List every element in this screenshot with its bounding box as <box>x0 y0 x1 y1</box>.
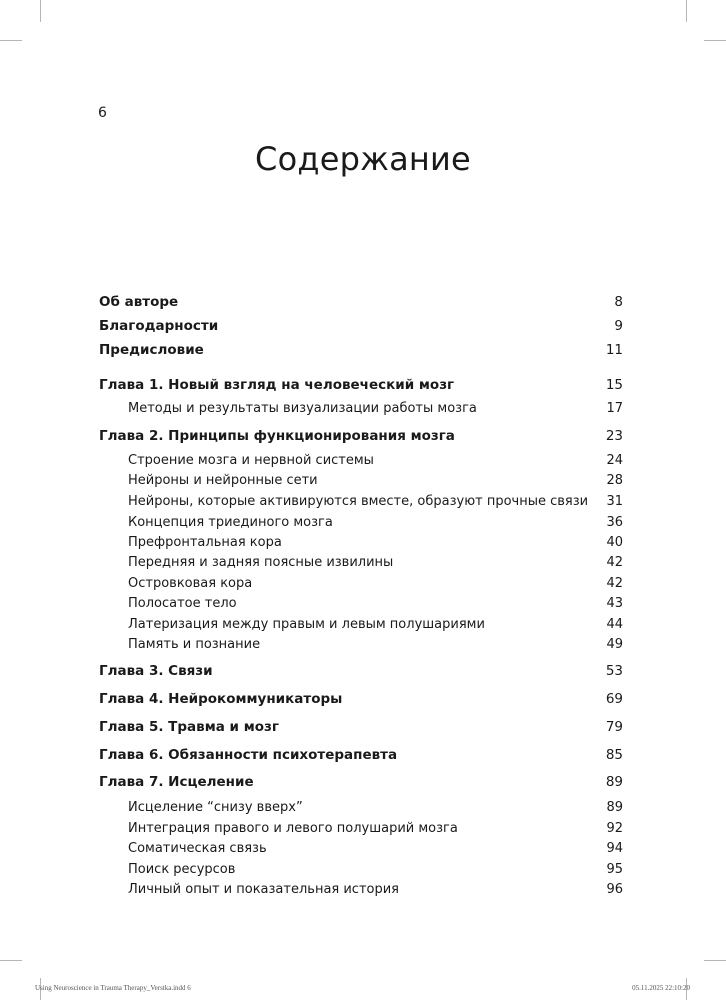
crop-mark-top-right <box>686 0 687 22</box>
toc-subentry <box>99 879 623 899</box>
toc-entry-title: Глава 6. Обязанности психотерапевта <box>99 747 398 763</box>
toc-entry-page: 85 <box>605 747 623 763</box>
toc-entry-title: Исцеление “снизу вверх” <box>128 799 303 815</box>
page-number: 6 <box>98 105 107 121</box>
toc-entry-title: Глава 5. Травма и мозг <box>99 719 279 735</box>
toc-entry-page: 15 <box>605 377 623 393</box>
toc-entry-page: 89 <box>605 774 623 790</box>
toc-entry-page: 43 <box>606 595 623 611</box>
toc-subentry <box>99 573 623 593</box>
toc-subentry <box>99 859 623 879</box>
page-title: Содержание <box>255 140 471 178</box>
toc-subentry <box>99 593 623 613</box>
toc-entry-page: 28 <box>606 472 623 488</box>
footer-file-name: Using Neuroscience in Trauma Therapy_Verstka.indd 6 <box>35 984 191 992</box>
toc-entry-title: Поиск ресурсов <box>128 861 236 877</box>
toc-entry <box>99 340 623 360</box>
toc-entry-title: Память и познание <box>128 636 261 652</box>
toc-entry <box>99 316 623 336</box>
toc-subentry <box>99 491 623 511</box>
toc-subentry <box>99 552 623 572</box>
toc-entry-title: Соматическая связь <box>128 840 267 856</box>
toc-entry <box>99 772 623 792</box>
toc-entry-title: Латеризация между правым и левым полушариями <box>128 616 485 632</box>
toc-entry-page: 17 <box>606 400 623 416</box>
toc-entry-title: Строение мозга и нервной системы <box>128 452 374 468</box>
toc-entry-page: 95 <box>606 861 623 877</box>
toc-entry-page: 79 <box>605 719 623 735</box>
toc-subentry <box>99 818 623 838</box>
toc-subentry <box>99 512 623 532</box>
toc-entry-page: 36 <box>606 514 623 530</box>
toc-entry-title: Глава 1. Новый взгляд на человеческий мозг <box>99 377 455 393</box>
toc-entry-title: Глава 3. Связи <box>99 663 213 679</box>
toc-entry-title: Нейроны, которые активируются вместе, образуют прочные связи <box>128 493 589 509</box>
toc-entry-title: Интеграция правого и левого полушарий мозга <box>128 820 458 836</box>
toc-entry-title: Концепция триединого мозга <box>128 514 333 530</box>
crop-mark-right-bottom <box>704 960 726 961</box>
toc-entry-page: 42 <box>606 575 623 591</box>
toc-entry-title: Методы и результаты визуализации работы мозга <box>128 400 477 416</box>
toc-entry-page: 69 <box>605 691 623 707</box>
toc-entry-title: Личный опыт и показательная история <box>128 881 400 897</box>
crop-mark-left-top <box>0 40 22 41</box>
toc-entry <box>99 292 623 312</box>
toc-entry <box>99 426 623 446</box>
toc-entry-page: 9 <box>614 318 623 334</box>
toc-entry-title: Префронтальная кора <box>128 534 282 550</box>
toc-subentry <box>99 614 623 634</box>
toc-entry <box>99 717 623 737</box>
toc-entry-page: 96 <box>606 881 623 897</box>
toc-entry-page: 89 <box>606 799 623 815</box>
toc-entry-page: 24 <box>606 452 623 468</box>
toc-entry-page: 40 <box>606 534 623 550</box>
toc-entry-title: Островковая кора <box>128 575 253 591</box>
toc-entry-page: 53 <box>605 663 623 679</box>
toc-entry-page: 11 <box>605 342 623 358</box>
toc-entry-title: Глава 4. Нейрокоммуникаторы <box>99 691 343 707</box>
toc-subentry <box>99 634 623 654</box>
toc-entry-page: 49 <box>606 636 623 652</box>
toc-entry-page: 44 <box>606 616 623 632</box>
toc-entry-title: Глава 2. Принципы функционирования мозга <box>99 428 455 444</box>
toc-entry-title: Передняя и задняя поясные извилины <box>128 554 394 570</box>
toc-entry-page: 31 <box>606 493 623 509</box>
crop-mark-top-left <box>40 0 41 22</box>
toc-entry-title: Нейроны и нейронные сети <box>128 472 318 488</box>
toc-entry-title: Об авторе <box>99 294 179 310</box>
toc-subentry <box>99 797 623 817</box>
toc-subentry <box>99 398 623 418</box>
toc-entry-title: Глава 7. Исцеление <box>99 774 254 790</box>
toc-entry <box>99 661 623 681</box>
toc-entry-page: 92 <box>606 820 623 836</box>
footer-timestamp: 05.11.2025 22:10:20 <box>632 984 690 992</box>
toc-entry-page: 94 <box>606 840 623 856</box>
toc-subentry <box>99 838 623 858</box>
toc-subentry <box>99 450 623 470</box>
toc-entry <box>99 375 623 395</box>
toc-subentry <box>99 532 623 552</box>
toc-entry-title: Благодарности <box>99 318 219 334</box>
crop-mark-right-top <box>704 40 726 41</box>
toc-subentry <box>99 470 623 490</box>
toc-entry <box>99 689 623 709</box>
toc-entry-title: Полосатое тело <box>128 595 237 611</box>
toc-entry <box>99 745 623 765</box>
toc-entry-page: 42 <box>606 554 623 570</box>
toc-entry-title: Предисловие <box>99 342 204 358</box>
toc-entry-page: 23 <box>605 428 623 444</box>
crop-mark-left-bottom <box>0 960 22 961</box>
toc-entry-page: 8 <box>614 294 623 310</box>
